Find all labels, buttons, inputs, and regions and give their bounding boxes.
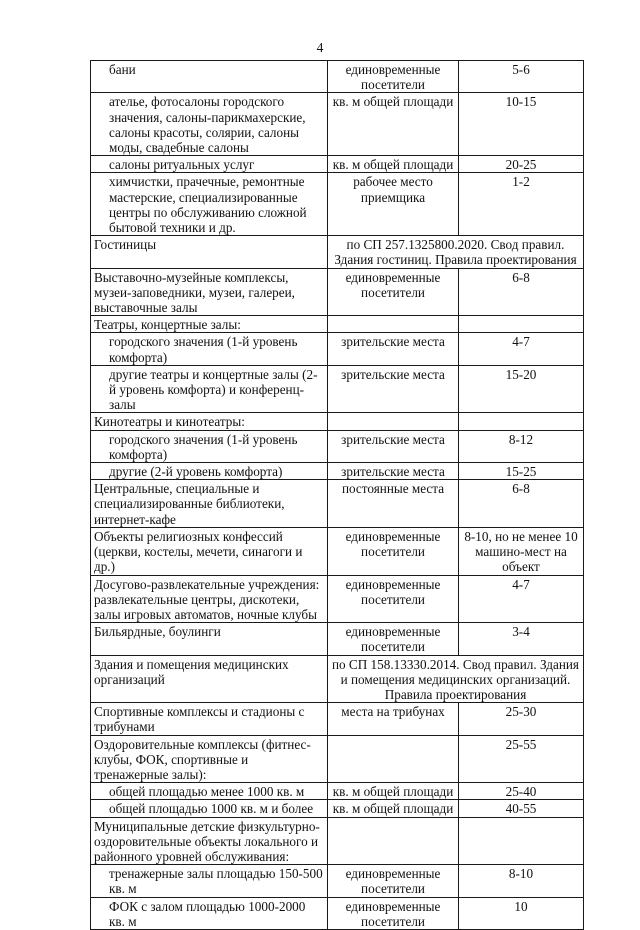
table-row [91, 236, 584, 268]
table-row [91, 575, 584, 623]
table-row [91, 527, 584, 575]
table-row [91, 316, 584, 333]
facility-name-cell: городского значения (1-й уровень комфорта) [91, 430, 328, 462]
calculation-unit-cell [328, 735, 459, 783]
parking-norm-cell: 15-25 [459, 463, 584, 480]
regulation-reference-cell: по СП 257.1325800.2020. Свод правил. Здания гостиниц. Правила проектирования [328, 236, 584, 268]
table-row [91, 480, 584, 528]
parking-norms-table [90, 60, 584, 930]
parking-norm-cell: 25-55 [459, 735, 584, 783]
regulation-reference-cell: по СП 158.13330.2014. Свод правил. Здания и помещения медицинских организаций. Правила проектирования [328, 655, 584, 703]
parking-norm-cell: 4-7 [459, 575, 584, 623]
calculation-unit-cell [328, 817, 459, 865]
parking-norm-cell: 3-4 [459, 623, 584, 655]
calculation-unit-cell: зрительские места [328, 333, 459, 365]
facility-name-cell: ателье, фотосалоны городского значения, салоны-парикмахерские, салоны красоты, солярии, салоны моды, свадебные салоны [91, 93, 328, 156]
parking-norm-cell: 10-15 [459, 93, 584, 156]
table-row [91, 800, 584, 817]
table-row [91, 817, 584, 865]
calculation-unit-cell: единовременные посетители [328, 897, 459, 929]
facility-name-cell: химчистки, прачечные, ремонтные мастерские, специализированные центры по обслуживанию сложной бытовой техники и др. [91, 173, 328, 236]
parking-norm-cell: 5-6 [459, 61, 584, 93]
table-row [91, 463, 584, 480]
table-row [91, 623, 584, 655]
parking-norm-cell: 6-8 [459, 268, 584, 316]
parking-norm-cell [459, 413, 584, 430]
calculation-unit-cell: рабочее место приемщика [328, 173, 459, 236]
calculation-unit-cell: единовременные посетители [328, 575, 459, 623]
facility-name-cell: другие театры и концертные залы (2-й уровень комфорта) и конференц-залы [91, 365, 328, 413]
facility-name-cell: общей площадью менее 1000 кв. м [91, 783, 328, 800]
facility-name-cell: Спортивные комплексы и стадионы с трибунами [91, 703, 328, 735]
calculation-unit-cell: кв. м общей площади [328, 800, 459, 817]
calculation-unit-cell: зрительские места [328, 430, 459, 462]
parking-norm-cell: 1-2 [459, 173, 584, 236]
facility-name-cell: Выставочно-музейные комплексы, музеи-заповедники, музеи, галереи, выставочные залы [91, 268, 328, 316]
calculation-unit-cell: кв. м общей площади [328, 156, 459, 173]
table-row [91, 783, 584, 800]
calculation-unit-cell: единовременные посетители [328, 268, 459, 316]
parking-norm-cell [459, 817, 584, 865]
calculation-unit-cell: единовременные посетители [328, 865, 459, 897]
facility-name-cell: общей площадью 1000 кв. м и более [91, 800, 328, 817]
calculation-unit-cell: единовременные посетители [328, 61, 459, 93]
parking-norm-cell: 4-7 [459, 333, 584, 365]
parking-norm-cell: 15-20 [459, 365, 584, 413]
table-row [91, 865, 584, 897]
facility-name-cell: бани [91, 61, 328, 93]
calculation-unit-cell: постоянные места [328, 480, 459, 528]
facility-name-cell: Оздоровительные комплексы (фитнес-клубы, ФОК, спортивные и тренажерные залы): [91, 735, 328, 783]
facility-name-cell: Кинотеатры и кинотеатры: [91, 413, 328, 430]
calculation-unit-cell: места на трибунах [328, 703, 459, 735]
calculation-unit-cell: кв. м общей площади [328, 93, 459, 156]
facility-name-cell: Бильярдные, боулинги [91, 623, 328, 655]
facility-name-cell: Объекты религиозных конфессий (церкви, костелы, мечети, синагоги и др.) [91, 527, 328, 575]
parking-norm-cell: 20-25 [459, 156, 584, 173]
parking-norm-cell: 6-8 [459, 480, 584, 528]
parking-norm-cell: 10 [459, 897, 584, 929]
facility-name-cell: городского значения (1-й уровень комфорта) [91, 333, 328, 365]
table-row [91, 703, 584, 735]
calculation-unit-cell: зрительские места [328, 365, 459, 413]
parking-norm-cell: 8-10 [459, 865, 584, 897]
table-row [91, 897, 584, 929]
table-row [91, 735, 584, 783]
facility-name-cell: тренажерные залы площадью 150-500 кв. м [91, 865, 328, 897]
facility-name-cell: Досугово-развлекательные учреждения: развлекательные центры, дискотеки, залы игровых автоматов, ночные клубы [91, 575, 328, 623]
parking-norm-cell: 8-12 [459, 430, 584, 462]
parking-norm-cell: 25-30 [459, 703, 584, 735]
calculation-unit-cell [328, 413, 459, 430]
calculation-unit-cell: зрительские места [328, 463, 459, 480]
calculation-unit-cell [328, 316, 459, 333]
parking-norm-cell: 40-55 [459, 800, 584, 817]
table-row [91, 655, 584, 703]
facility-name-cell: Здания и помещения медицинских организаций [91, 655, 328, 703]
table-row [91, 156, 584, 173]
table-row [91, 333, 584, 365]
table-body [91, 61, 584, 930]
table-row [91, 61, 584, 93]
table-row [91, 430, 584, 462]
table-row [91, 93, 584, 156]
page-number: 4 [316, 40, 324, 55]
table-row [91, 365, 584, 413]
calculation-unit-cell: кв. м общей площади [328, 783, 459, 800]
table-row [91, 413, 584, 430]
facility-name-cell: Центральные, специальные и специализированные библиотеки, интернет-кафе [91, 480, 328, 528]
facility-name-cell: другие (2-й уровень комфорта) [91, 463, 328, 480]
parking-norm-cell: 8-10, но не менее 10 машино-мест на объект [459, 527, 584, 575]
facility-name-cell: салоны ритуальных услуг [91, 156, 328, 173]
facility-name-cell: Муниципальные детские физкультурно-оздоровительные объекты локального и районного уровней обслуживания: [91, 817, 328, 865]
facility-name-cell: Театры, концертные залы: [91, 316, 328, 333]
calculation-unit-cell: единовременные посетители [328, 623, 459, 655]
parking-norm-cell: 25-40 [459, 783, 584, 800]
table-row [91, 173, 584, 236]
calculation-unit-cell: единовременные посетители [328, 527, 459, 575]
table-row [91, 268, 584, 316]
facility-name-cell: Гостиницы [91, 236, 328, 268]
facility-name-cell: ФОК с залом площадью 1000-2000 кв. м [91, 897, 328, 929]
parking-norm-cell [459, 316, 584, 333]
